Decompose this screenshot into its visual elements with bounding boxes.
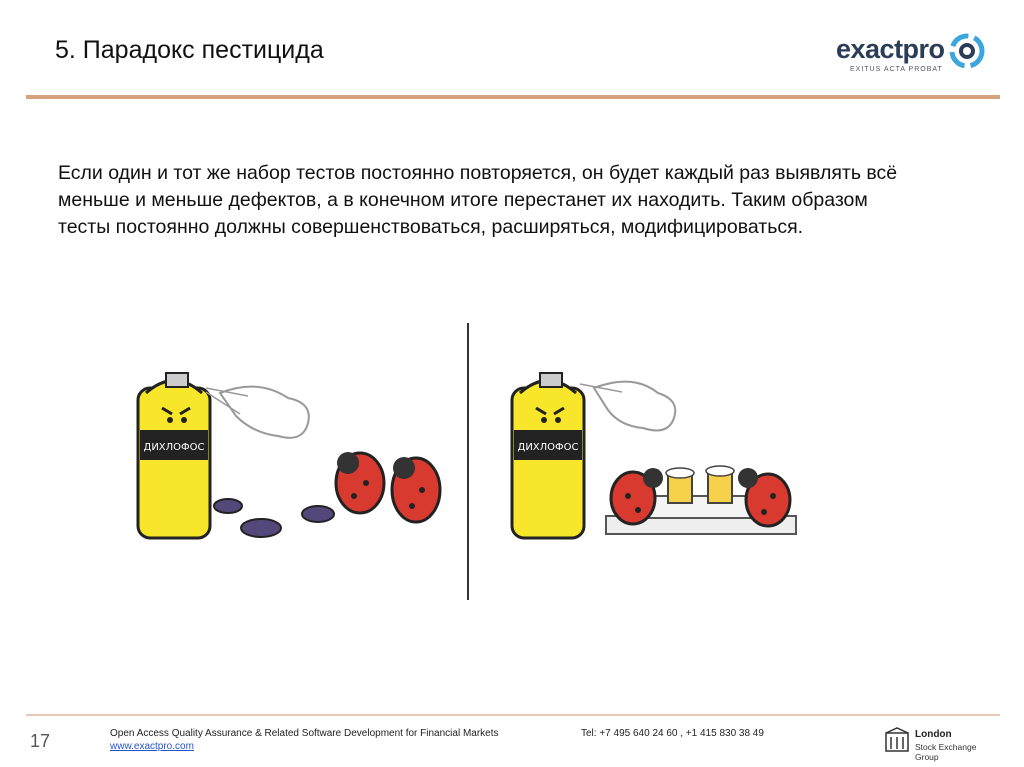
exactpro-swirl-icon (948, 32, 986, 70)
footer-phones: Tel: +7 495 640 24 60 , +1 415 830 38 49 (581, 728, 764, 739)
logo-wordmark: exactpro (836, 34, 945, 64)
right-scene (512, 373, 796, 538)
website-link[interactable]: www.exactpro.com (110, 741, 194, 752)
page-number: 17 (30, 731, 51, 751)
pesticide-cartoon (128, 318, 808, 608)
footer-divider (26, 714, 1000, 716)
slide-body-text: Если один и тот же набор тестов постоянно повторяется, он будет каждый раз выявлять всё меньше и меньше дефектов, а в конечном итоге перестанет их находить. Таким образом тесты постоянно должны совершенствоваться, расширяться, модифицироваться. (58, 162, 898, 238)
can-label-right: ДИХЛОФОС (517, 442, 579, 453)
lse-name: London (915, 729, 952, 740)
exactpro-logo (834, 30, 986, 78)
footer-description: Open Access Quality Assurance & Related Software Development for Financial Markets (110, 728, 499, 739)
lse-crest-icon (882, 727, 912, 755)
left-scene (138, 373, 440, 538)
slide-title: 5. Парадокс пестицида (55, 36, 324, 64)
can-label: ДИХЛОФОС (143, 442, 205, 453)
header-divider (26, 95, 1000, 99)
lse-group-logo (882, 727, 1002, 762)
lse-subname: Stock Exchange Group (915, 742, 977, 762)
logo-motto: EXITUS ACTA PROBAT (850, 66, 943, 73)
